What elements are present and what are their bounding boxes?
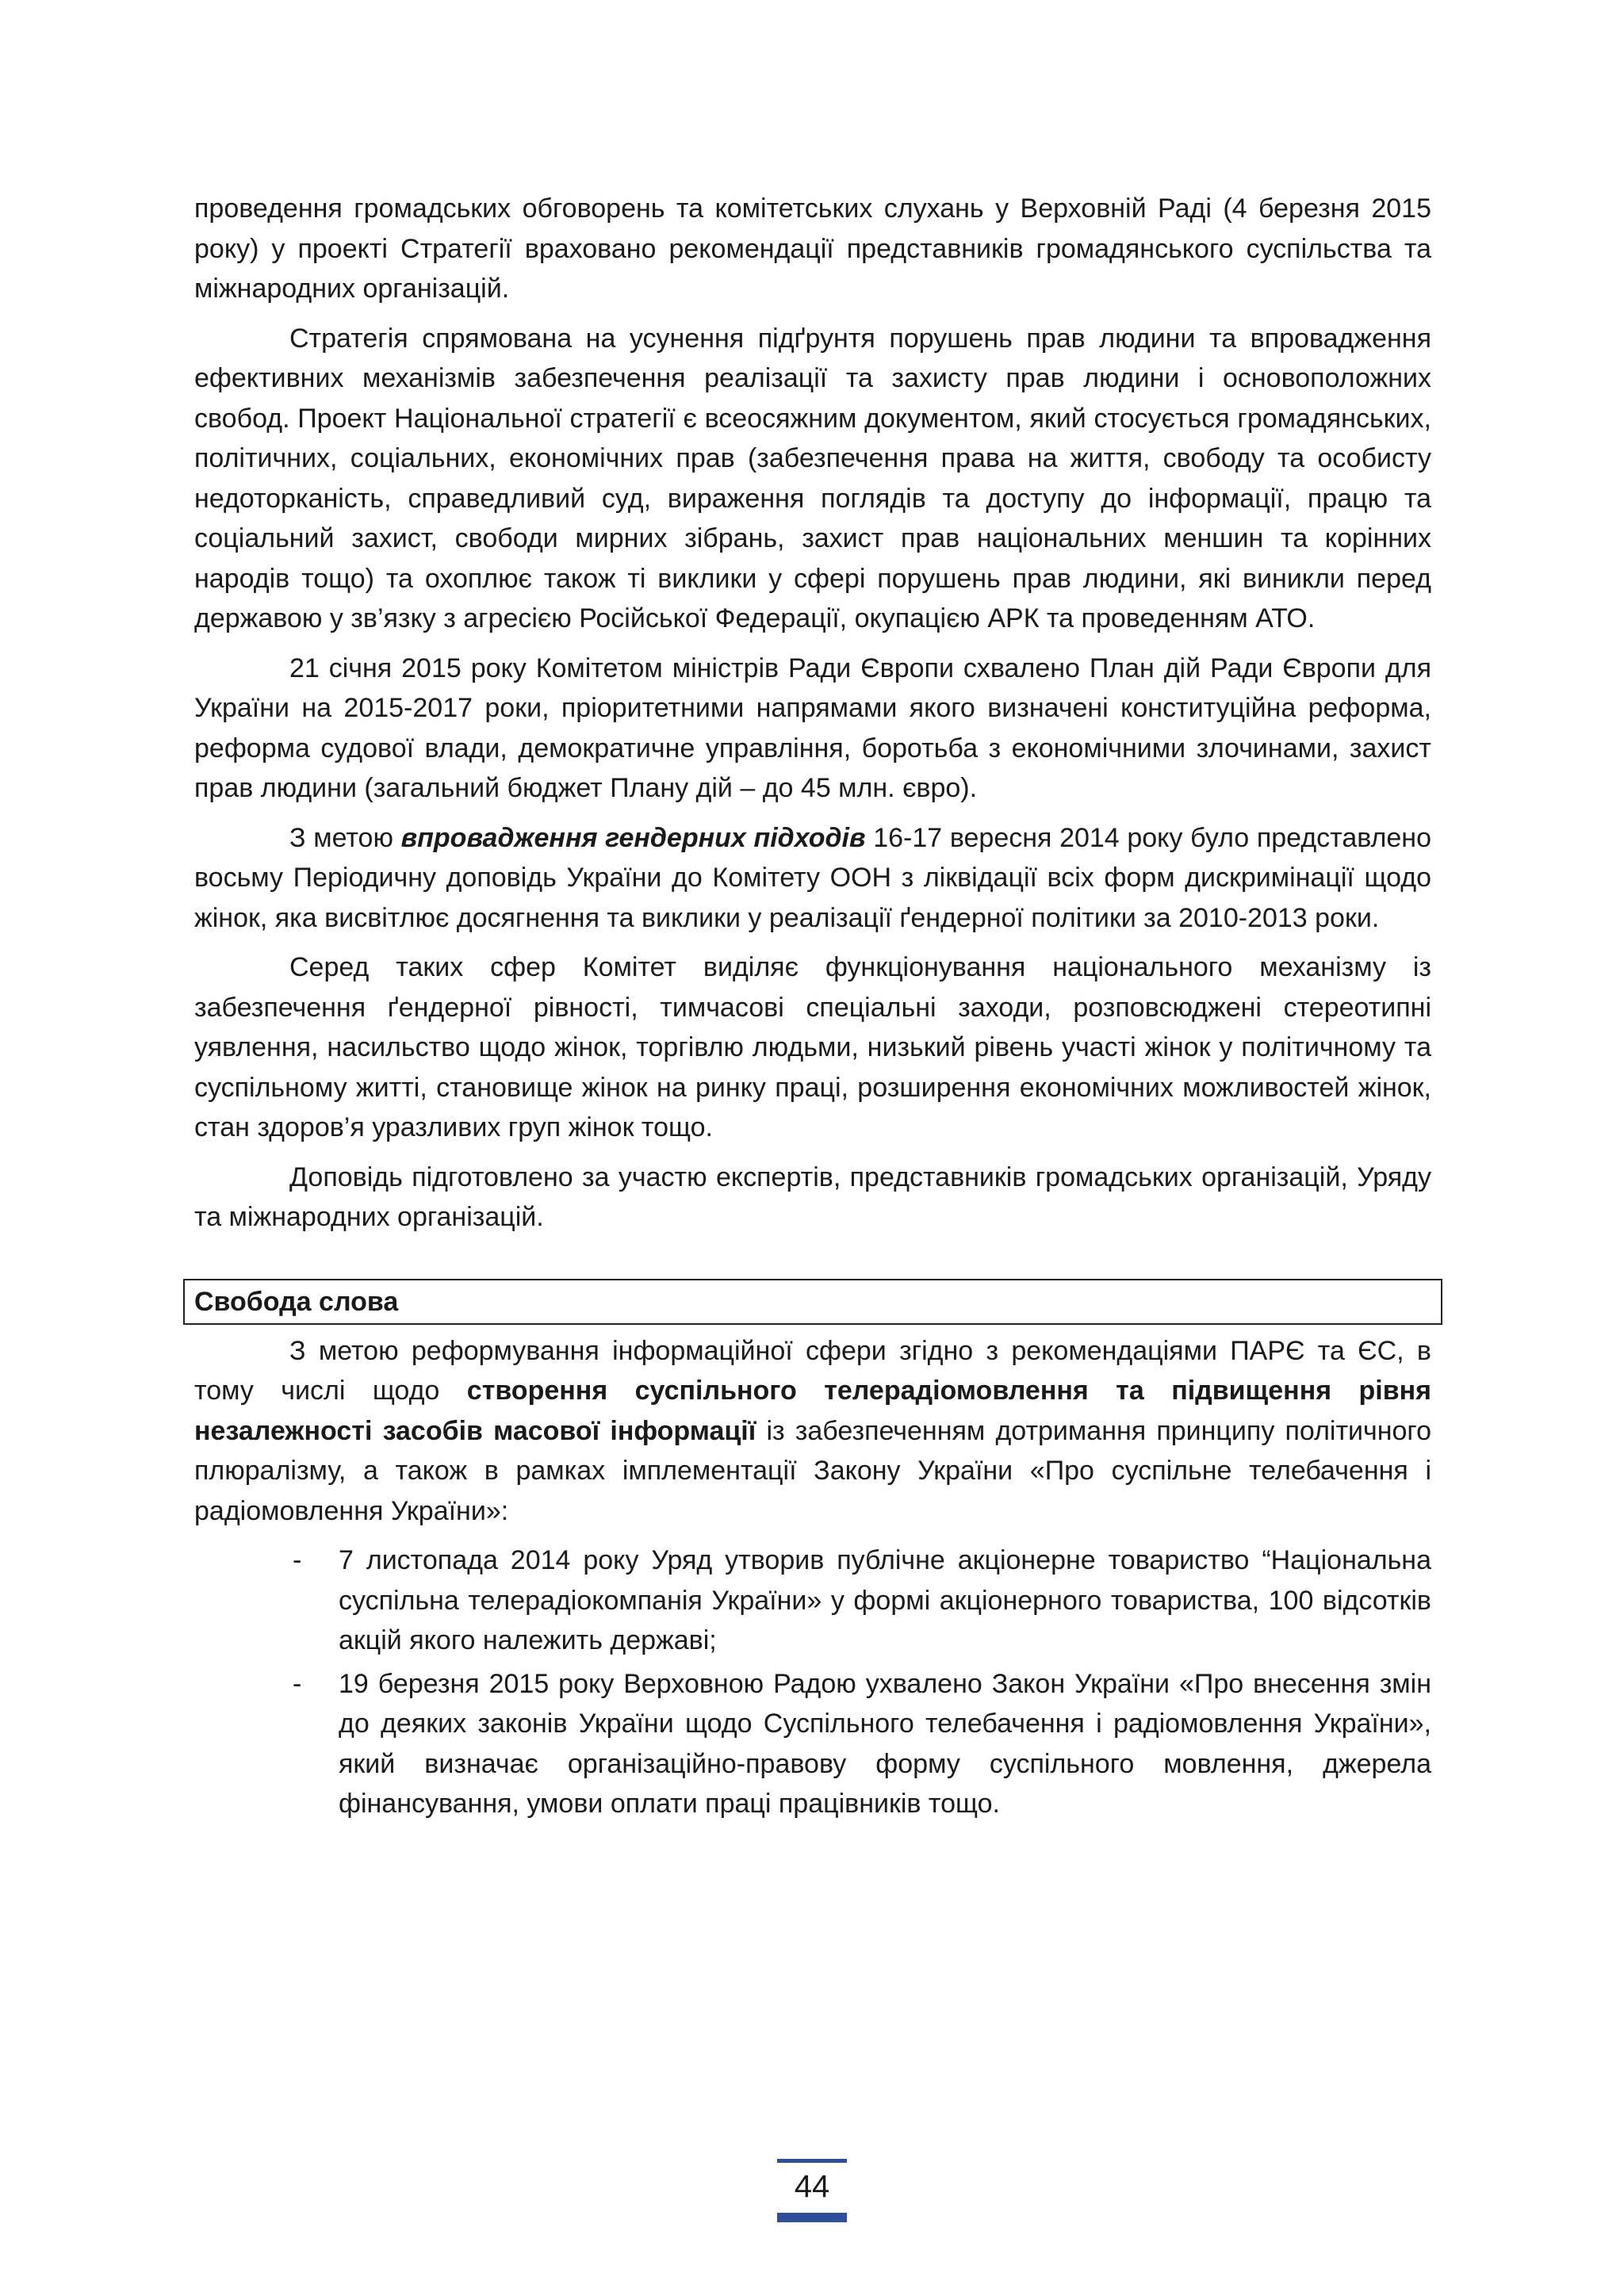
footer-rule-top bbox=[777, 2159, 847, 2163]
paragraph-continuation: проведення громадських обговорень та комітетських слухань у Верховній Раді (4 березня 2015 року) у проекті Стратегії враховано рекомендації представників громадянського суспільства та міжнародних організацій. bbox=[194, 193, 1431, 304]
paragraph-gender bbox=[194, 818, 1431, 939]
paragraph-media-reform bbox=[194, 1331, 1431, 1532]
section-heading-freedom-of-speech: Свобода слова bbox=[183, 1279, 1442, 1325]
gender-emphasis: впровадження гендерних підходів bbox=[400, 822, 866, 853]
paragraph-council-of-europe: 21 січня 2015 року Комітетом міністрів Ради Європи схвалено План дій Ради Європи для України на 2015-2017 роки, пріоритетними напрямами якого визначені конституційна реформа, реформа судової влади, демократичне управління, боротьба з економічними злочинами, захист прав людини (загальний бюджет Плану дій – до 45 млн. євро). bbox=[194, 652, 1431, 803]
media-text-post: із забезпеченням дотримання принципу політичного плюралізму, а також в рамках імплементації Закону України «Про суспільне телебачення і радіомовлення України»: bbox=[194, 1415, 1431, 1526]
paragraph-report: Доповідь підготовлено за участю експертів, представників громадських організацій, Уряду та міжнародних організацій. bbox=[194, 1161, 1431, 1232]
list-item bbox=[293, 1540, 1431, 1661]
dash-marker: - bbox=[293, 1545, 302, 1575]
footer-rule-bottom bbox=[777, 2213, 847, 2222]
gender-text-post: 16-17 вересня 2014 року було представлено восьму Періодичну доповідь України до Комітету ООН з ліквідації всіх форм дискримінації щодо жінок, яка висвітлює досягнення та виклики у реалізації ґендерної політики за 2010-2013 роки. bbox=[194, 822, 1431, 933]
list-item bbox=[293, 1664, 1431, 1824]
document-body bbox=[194, 189, 1431, 1827]
paragraph-strategy: Стратегія спрямована на усунення підґрунтя порушень прав людини та впровадження ефективних механізмів забезпечення реалізації та захисту прав людини і основоположних свобод. Проект Національної стратегії є всеосяжним документом, який стосується громадянських, політичних, соціальних, економічних прав (забезпечення права на життя, свободу та особисту недоторканість, справедливий суд, вираження поглядів та доступу до інформації, працю та соціальний захист, свободи мирних зібрань, захист прав національних меншин та корінних народів тощо) та охоплює також ті виклики у сфері порушень прав людини, які виникли перед державою у зв’язку з агресією Російської Федерації, окупацією АРК та проведенням АТО. bbox=[194, 323, 1431, 633]
dash-marker: - bbox=[293, 1668, 302, 1699]
list-item-text: 19 березня 2015 року Верховною Радою ухвалено Закон України «Про внесення змін до деяких законів України щодо Суспільного телебачення і радіомовлення України», який визначає організаційно-правову форму суспільного мовлення, джерела фінансування, умови оплати праці працівників тощо. bbox=[339, 1668, 1431, 1819]
media-text-pre: З метою реформування інформаційної сфери згідно з рекомендаціями ПАРЄ та ЄС, в тому числі щодо bbox=[194, 1335, 1431, 1406]
list-item-text: 7 листопада 2014 року Уряд утворив публічне акціонерне товариство “Національна суспільна телерадіокомпанія України» у формі акціонерного товариства, 100 відсотків акцій якого належить державі; bbox=[339, 1545, 1431, 1655]
dash-list bbox=[194, 1540, 1431, 1824]
gender-text-pre: З метою bbox=[289, 822, 401, 853]
media-emphasis: створення суспільного телерадіомовлення та підвищення рівня незалежності засобів масової інформації bbox=[194, 1376, 1431, 1446]
page-number: 44 bbox=[794, 2169, 830, 2204]
paragraph-committee-areas: Серед таких сфер Комітет виділяє функціонування національного механізму із забезпечення ґендерної рівності, тимчасові спеціальні заходи, розповсюджені стереотипні уявлення, насильство щодо жінок, торгівлю людьми, низький рівень участі жінок у політичному та суспільному житті, становище жінок на ринку праці, розширення економічних можливостей жінок, стан здоров’я уразливих груп жінок тощо. bbox=[194, 952, 1431, 1142]
